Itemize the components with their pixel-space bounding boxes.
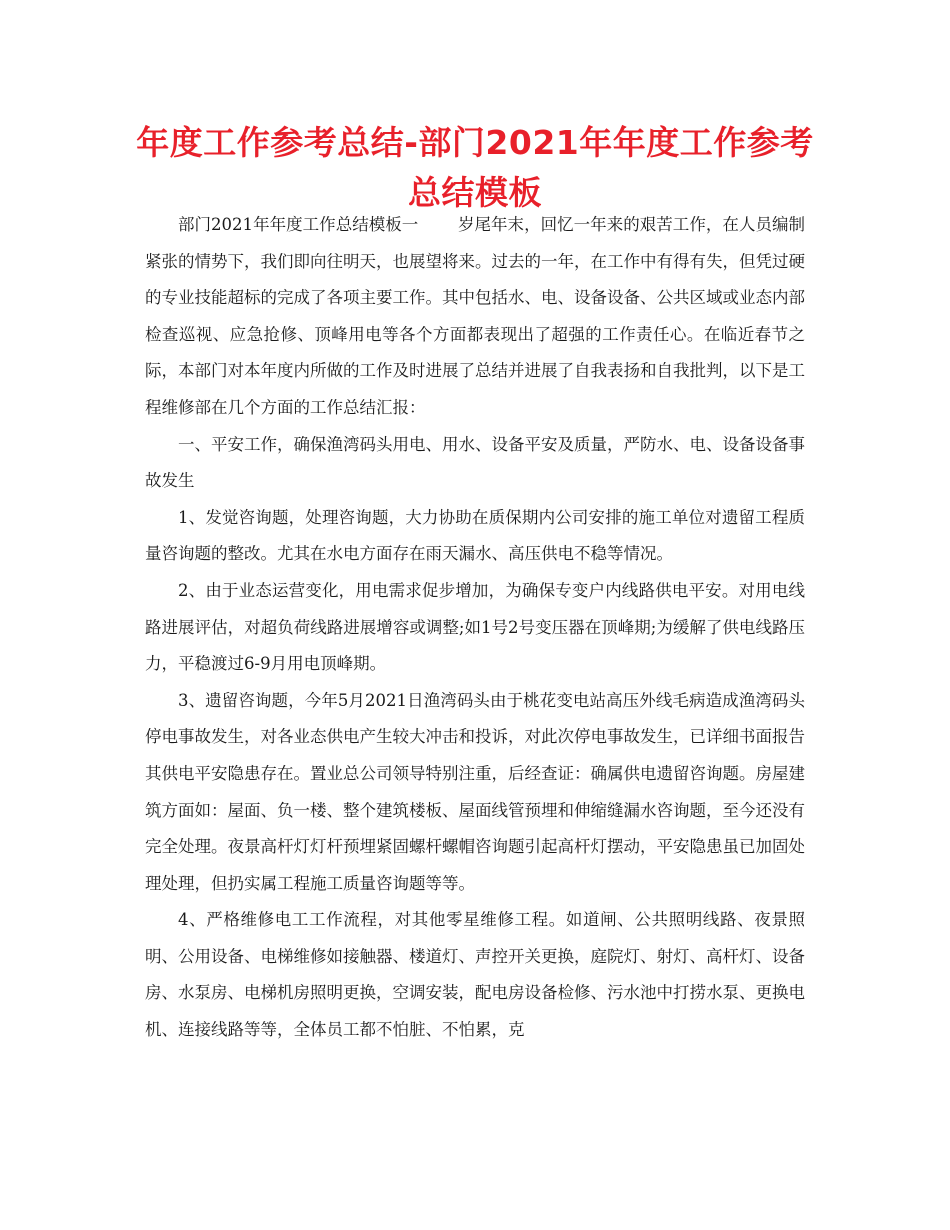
paragraph-section-heading: 一、平安工作，确保渔湾码头用电、用水、设备平安及质量，严防水、电、设备设备事故发生 [145,434,805,491]
paragraph-lead: 部门2021年年度工作总结模板一 [178,215,419,234]
document-title: 年度工作参考总结-部门2021年年度工作参考总结模板 [136,123,814,212]
paragraph-item-4: 4、严格维修电工工作流程，对其他零星维修工程。如道闸、公共照明线路、夜景照明、公用设备、电梯维修如接触器、楼道灯、声控开关更换，庭院灯、射灯、高杆灯、设备房、水泵房、电梯机房照明更换，空调安装，配电房设备检修、污水池中打捞水泵、更换电机、连接线路等等，全体员工都不怕脏、不怕累，克 [145,910,805,1040]
paragraph-item-1: 1、发觉咨询题，处理咨询题，大力协助在质保期内公司安排的施工单位对遗留工程质量咨询题的整改。尤其在水电方面存在雨天漏水、高压供电不稳等情况。 [145,507,805,564]
document-body [145,207,805,1049]
paragraph-text: 岁尾年末，回忆一年来的艰苦工作，在人员编制紧张的情势下，我们即向往明天，也展望将来。过去的一年，在工作中有得有失，但凭过硬的专业技能超标的完成了各项主要工作。其中包括水、电、设备设备、公共区域或业态内部检查巡视、应急抢修、顶峰用电等各个方面都表现出了超强的工作责任心。在临近春节之际，本部门对本年度内所做的工作及时进展了总结并进展了自我表扬和自我批判，以下是工程维修部在几个方面的工作总结汇报： [145,215,805,417]
paragraph-item-2: 2、由于业态运营变化，用电需求促步增加，为确保专变户内线路供电平安。对用电线路进展评估，对超负荷线路进展增容或调整;如1号2号变压器在顶峰期;为缓解了供电线路压力，平稳渡过6-9月用电顶峰期。 [145,580,805,674]
paragraph-item-3: 3、遗留咨询题，今年5月2021日渔湾码头由于桃花变电站高压外线毛病造成渔湾码头停电事故发生，对各业态供电产生较大冲击和投诉，对此次停电事故发生，已详细书面报告其供电平安隐患存在。置业总公司领导特别注重，后经查证：确属供电遗留咨询题。房屋建筑方面如：屋面、负一楼、整个建筑楼板、屋面线管预埋和伸缩缝漏水咨询题，至今还没有完全处理。夜景高杆灯灯杆预埋紧固螺杆螺帽咨询题引起高杆灯摆动，平安隐患虽已加固处理处理，但扔实属工程施工质量咨询题等等。 [145,690,805,893]
paragraph-intro [145,207,805,427]
